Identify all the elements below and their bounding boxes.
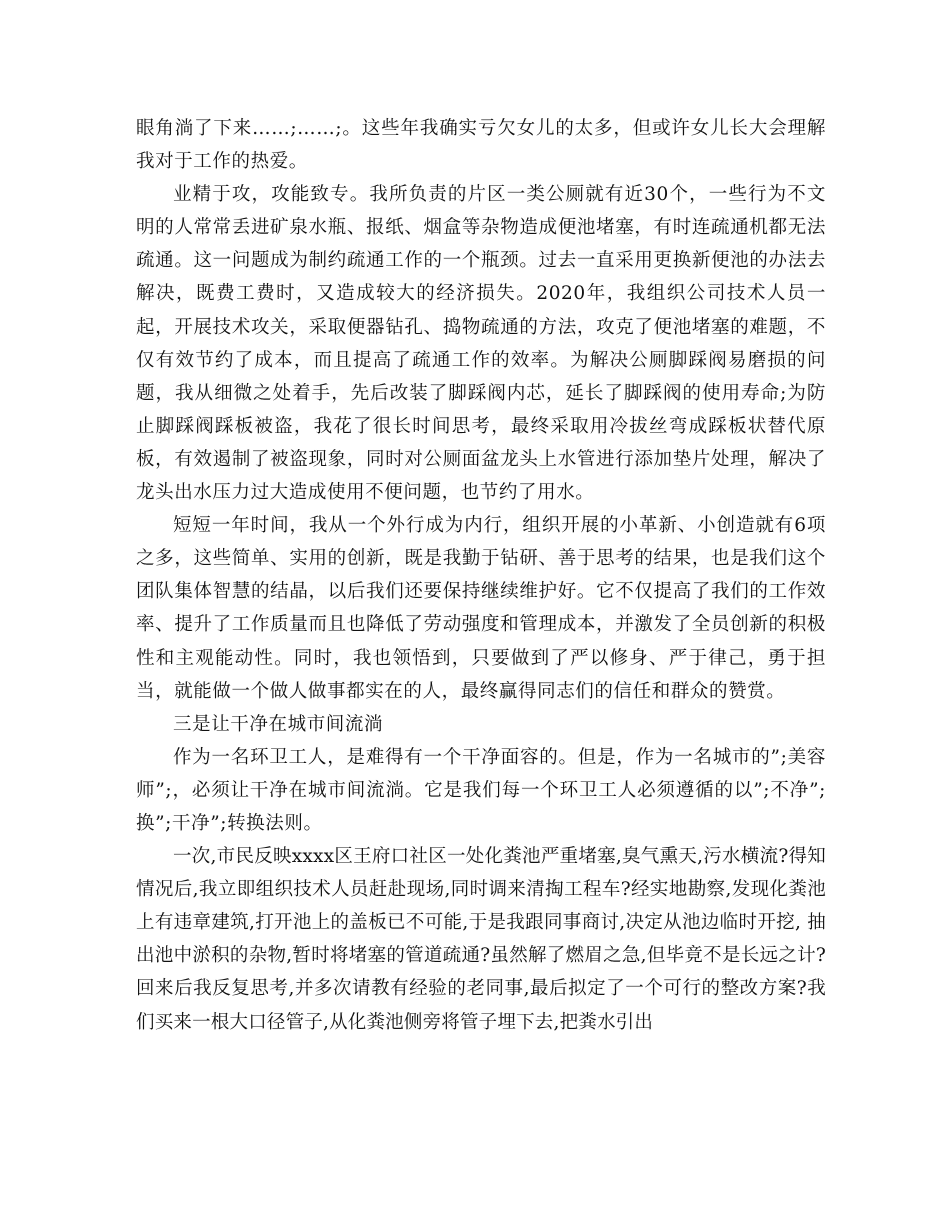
paragraph-one-year: 短短一年时间，我从一个外行成为内行，组织开展的小革新、小创造就有6项之多，这些简单、实用的创新，既是我勤于钻研、善于思考的结果，也是我们这个团队集体智慧的结晶，以后我们还要保持继续维护好。它不仅提高了我们的工作效率、提升了工作质量而且也降低了劳动强度和管理成本，并激发了全员创新的积极性和主观能动性。同时，我也领悟到，只要做到了严以修身、严于律己，勇于担当，就能做一个做人做事都实在的人，最终赢得同志们的信任和群众的赞赏。 [136,515,826,702]
section-heading: 三是让干净在城市间流淌 [173,713,384,735]
paragraph-cleanliness: 作为一名环卫工人，是难得有一个干净面容的。但是，作为一名城市的”;美容师”;，必须让干净在城市间流淌。它是我们每一个环卫工人必须遵循的以”;不净”;换”;干净”;转换法则。 [136,746,826,834]
paragraph-continuation: 眼角淌了下来……;……;。这些年我确实亏欠女儿的太多，但或许女儿长大会理解我对于工作的热爱。 [136,118,826,173]
paragraph-septic-tank: 一次,市民反映xxxx区王府口社区一处化粪池严重堵塞,臭气熏天,污水横流?得知情况后,我立即组织技术人员赶赴现场,同时调来清掏工程车?经实地勘察,发现化粪池上有违章建筑,打开池上的盖板已不可能,于是我跟同事商讨,决定从池边临时开挖, 抽出池中淤积的杂物,暂时将堵塞的管道疏通?虽然解了燃眉之急,但毕竟不是长远之计?回来后我反复思考,并多次请教有经验的老同事,最后拟定了一个可行的整改方案?我们买来一根大口径管子,从化粪池侧旁将管子埋下去,把粪水引出 [136,846,826,1033]
document-body [136,112,826,1039]
paragraph-innovation: 业精于攻，攻能致专。我所负责的片区一类公厕就有近30个，一些行为不文明的人常常丢进矿泉水瓶、报纸、烟盒等杂物造成便池堵塞，有时连疏通机都无法疏通。这一问题成为制约疏通工作的一个瓶颈。过去一直采用更换新便池的办法去解决，既费工费时，又造成较大的经济损失。2020年，我组织公司技术人员一起，开展技术攻关，采取便器钻孔、捣物疏通的方法，攻克了便池堵塞的难题，不仅有效节约了成本，而且提高了疏通工作的效率。为解决公厕脚踩阀易磨损的问题，我从细微之处着手，先后改装了脚踩阀内芯，延长了脚踩阀的使用寿命;为防止脚踩阀踩板被盗，我花了很长时间思考，最终采取用冷拔丝弯成踩板状替代原板，有效遏制了被盗现象，同时对公厕面盆龙头上水管进行添加垫片处理，解决了龙头出水压力过大造成使用不便问题，也节约了用水。 [136,184,826,504]
